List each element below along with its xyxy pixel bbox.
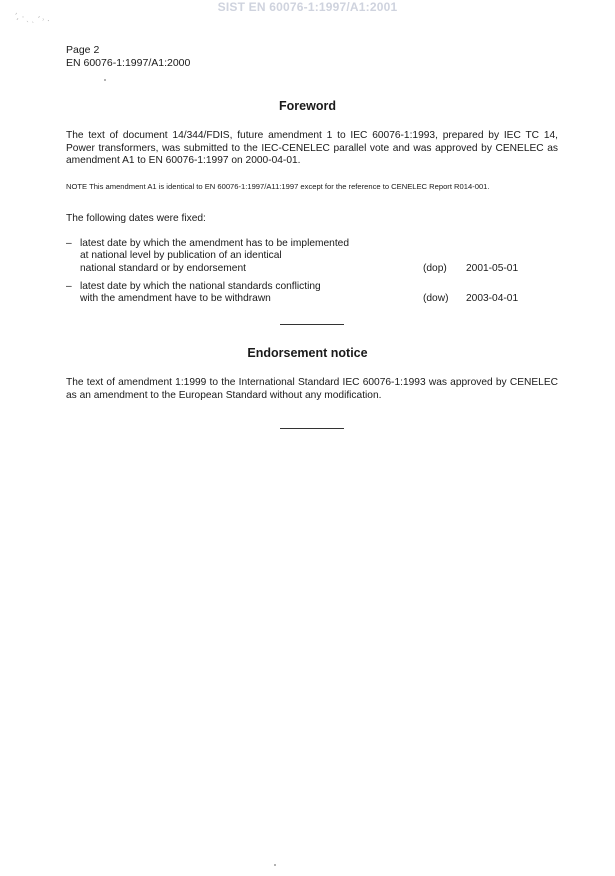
section-divider [280, 428, 344, 429]
description-line: latest date by which the amendment has to be implemented [80, 238, 349, 249]
date-value: 2001-05-01 [466, 262, 519, 274]
date-code: (dop) [423, 262, 447, 274]
foreword-title: Foreword [279, 99, 336, 113]
dates-intro: The following dates were fixed: [66, 213, 206, 224]
scan-speck [274, 864, 276, 866]
foreword-paragraph: The text of document 14/344/FDIS, future amendment 1 to IEC 60076-1:1993, prepared by IEC TC 14, Power transformers, was submitted to the IEC-CENELEC parallel vote and was approved by CENELEC as amendment A1 to EN 60076-1:1997 on 2000-04-01. [66, 130, 558, 167]
endorsement-title: Endorsement notice [247, 346, 368, 360]
list-dash: – [66, 238, 72, 249]
foreword-note: NOTE This amendment A1 is identical to EN 60076-1:1997/A11:1997 except for the reference to CENELEC Report R014-001. [66, 182, 490, 191]
date-item-dop [66, 238, 558, 278]
description-line: national standard or by endorsement [80, 262, 246, 274]
scan-scribble: ʼ, · ˎ ˏ ʼ ˒ · [13, 11, 51, 26]
list-dash: – [66, 281, 72, 292]
description-line: latest date by which the national standards conflicting [80, 281, 321, 292]
date-item-description [80, 238, 410, 275]
watermark: SIST EN 60076-1:1997/A1:2001 [217, 0, 398, 14]
endorsement-paragraph: The text of amendment 1:1999 to the International Standard IEC 60076-1:1993 was approved by CENELEC as an amendment to the European Standard without any modification. [66, 377, 558, 401]
date-code: (dow) [423, 293, 449, 305]
description-line: at national level by publication of an identical [80, 250, 282, 262]
date-item-description [80, 281, 410, 306]
date-value: 2003-04-01 [466, 293, 519, 305]
page-header [66, 44, 190, 69]
section-divider [280, 324, 344, 325]
page-number: Page 2 [66, 44, 100, 56]
description-line: with the amendment have to be withdrawn [80, 293, 271, 305]
document-reference: EN 60076-1:1997/A1:2000 [66, 56, 191, 69]
date-item-dow [66, 281, 558, 309]
scan-speck [104, 79, 106, 81]
